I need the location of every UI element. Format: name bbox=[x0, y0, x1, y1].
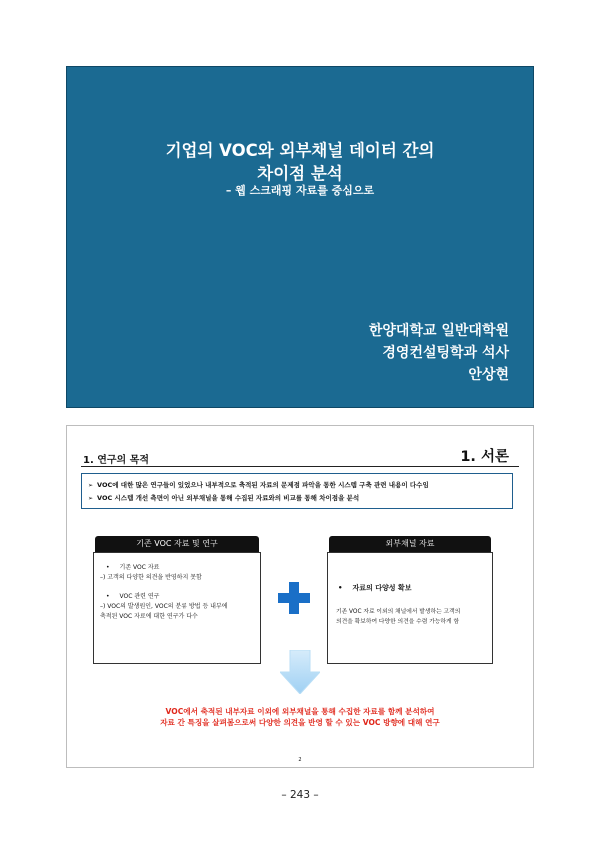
goal-item bbox=[88, 492, 512, 505]
arrow-bullet-icon: ➢ bbox=[88, 495, 94, 502]
section-title: 1. 연구의 목적 bbox=[83, 455, 150, 466]
plus-icon bbox=[278, 582, 310, 614]
affiliation-university: 한양대학교 일반대학원 bbox=[368, 323, 509, 339]
slide-title-line1: 기업의 VOC와 외부채널 데이터 간의 bbox=[165, 141, 435, 160]
bullet-existing-voc-detail: –) 고객의 다양한 의견을 반영하지 못함 bbox=[100, 574, 202, 581]
existing-voc-box bbox=[93, 552, 261, 664]
affiliation-department: 경영컨설팅학과 석사 bbox=[382, 345, 509, 361]
slide-subtitle: – 웹 스크래핑 자료를 중심으로 bbox=[225, 184, 375, 197]
chapter-title: 1. 서론 bbox=[460, 449, 509, 465]
existing-voc-box-header: 기존 VOC 자료 및 연구 bbox=[95, 536, 259, 552]
bullet-data-diversity: • 자료의 다양성 확보 bbox=[338, 583, 484, 593]
bullet-voc-research-detail-1: –) VOC의 발생원인, VOC의 분류 방법 등 내부에 bbox=[100, 603, 228, 610]
author-name: 안상현 bbox=[468, 367, 509, 383]
conclusion-line2: 자료 간 특징을 살펴봄으로써 다양한 의견을 반영 할 수 있는 VOC 방향에 대해 연구 bbox=[160, 718, 440, 727]
research-goals-box bbox=[81, 473, 513, 509]
down-arrow-icon bbox=[280, 650, 320, 694]
external-channel-box bbox=[327, 552, 493, 664]
title-slide bbox=[66, 66, 534, 408]
slide-title-line2: 차이점 분석 bbox=[257, 164, 343, 183]
bullet-existing-voc: • 기존 VOC 자료 bbox=[106, 563, 254, 573]
conclusion-line1: VOC에서 축적된 내부자료 이외에 외부채널을 통해 수집한 자료를 함께 분석하여 bbox=[165, 707, 435, 716]
header-divider bbox=[81, 466, 519, 467]
external-channel-detail-2: 의견을 확보하여 다양한 의견을 수렴 가능하게 함 bbox=[336, 619, 460, 625]
external-channel-detail-1: 기존 VOC 자료 이외의 채널에서 발생하는 고객의 bbox=[336, 609, 461, 615]
page-number: – 243 – bbox=[281, 789, 319, 801]
bullet-voc-research-detail-2: 축적된 VOC 자료에 대한 연구가 다수 bbox=[100, 613, 198, 620]
goal-text: VOC 시스템 개선 측면이 아닌 외부채널을 통해 수집된 자료와의 비교를 통해 차이점을 분석 bbox=[97, 494, 360, 502]
goal-text: VOC에 대한 많은 연구들이 있었으나 내부적으로 축적된 자료의 문제점 파악을 통한 시스템 구축 관련 내용이 다수임 bbox=[97, 481, 429, 489]
bullet-voc-research: • VOC 관련 연구 bbox=[106, 592, 254, 602]
goal-item bbox=[88, 479, 512, 492]
research-purpose-slide bbox=[66, 425, 534, 768]
external-channel-box-header: 외부채널 자료 bbox=[329, 536, 491, 552]
arrow-bullet-icon: ➢ bbox=[88, 482, 94, 489]
slide-number: 2 bbox=[298, 757, 302, 763]
